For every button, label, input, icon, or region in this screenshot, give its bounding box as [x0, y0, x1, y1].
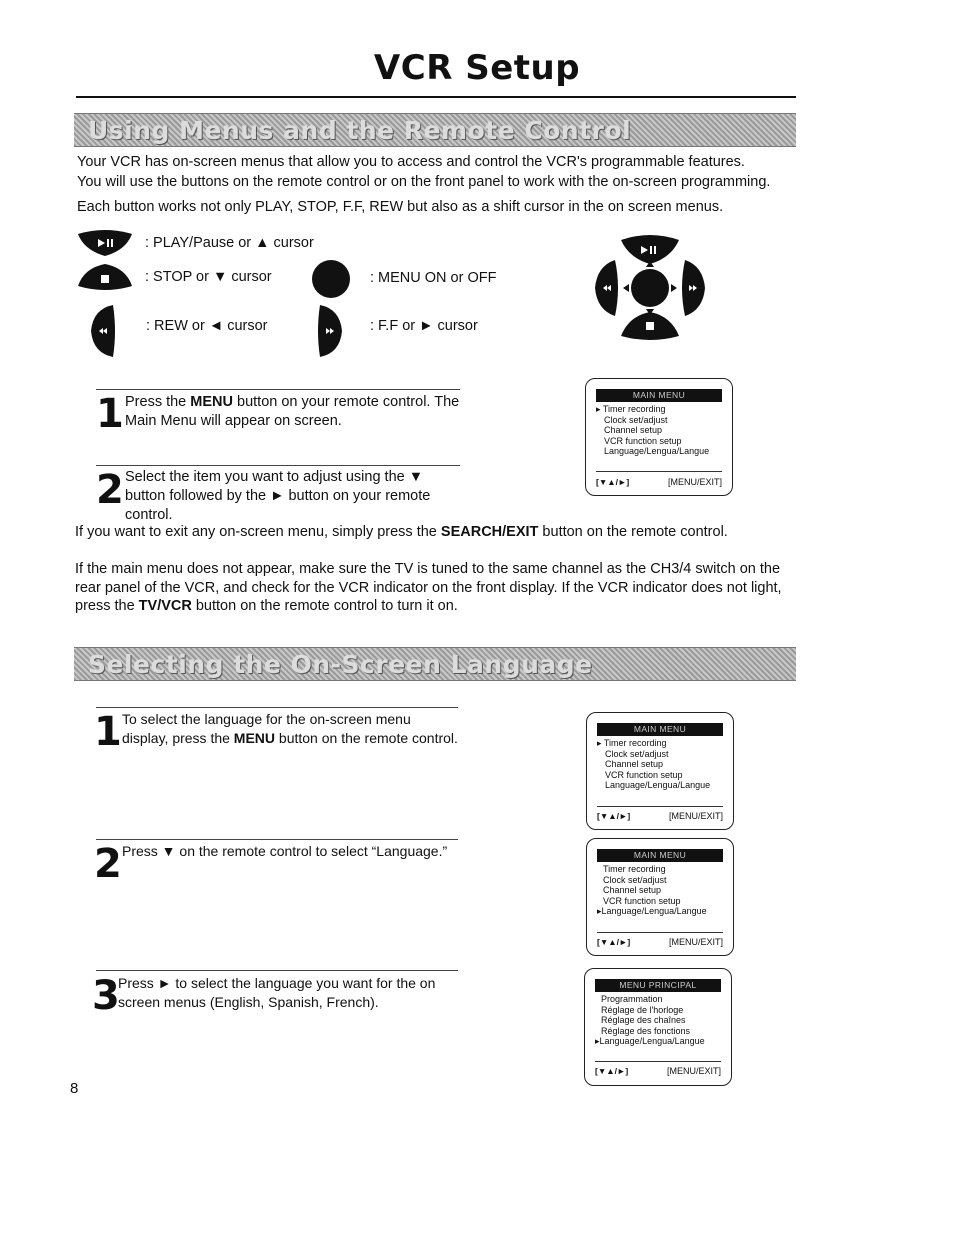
menu-item: Channel setup [605, 759, 664, 770]
menu-button-label: : MENU ON or OFF [370, 270, 497, 286]
step-text [125, 393, 465, 431]
menu-item: Clock set/adjust [604, 414, 668, 425]
menu-item: Timer recording [603, 864, 666, 874]
troubleshoot-text: press the TV/VCR button on the remote control to turn it on. [75, 598, 458, 614]
menu-item: Réglage de l'horloge [601, 1004, 684, 1015]
menu-nav-hint: [▼▲/►] [596, 477, 630, 487]
step-text: Press ▼ on the remote control to select “Language.” [122, 843, 448, 859]
troubleshoot-text: If the main menu does not appear, make sure the TV is tuned to the same channel as the CH3/4 switch on the [75, 561, 781, 577]
remote-control-cluster-icon [593, 232, 707, 344]
menu-items [595, 994, 705, 1047]
menu-items [597, 864, 707, 917]
menu-button-icon [311, 259, 351, 299]
menu-item: Channel setup [604, 425, 663, 436]
menu-item: Clock set/adjust [603, 874, 667, 885]
menu-divider [597, 806, 723, 807]
tv-vcr-keyword: TV/VCR [138, 598, 192, 614]
stop-button-label: : STOP or ▼ cursor [145, 269, 272, 285]
menu-item: ▸Language/Lengua/Langue [597, 906, 707, 917]
play-button-label: : PLAY/Pause or ▲ cursor [145, 235, 314, 251]
section-heading-band [74, 113, 796, 147]
step-divider [96, 970, 458, 971]
step-number: 3 [92, 973, 120, 1019]
exit-note: If you want to exit any on-screen menu, simply press the SEARCH/EXIT button on the remote control. [75, 524, 728, 540]
menu-item: VCR function setup [604, 435, 682, 446]
menu-items [597, 738, 710, 791]
troubleshoot-text: rear panel of the VCR, and check for the VCR indicator on the front display. If the VCR indicator does not light, [75, 580, 782, 596]
page-title: VCR Setup [373, 48, 581, 88]
menu-divider [595, 1061, 721, 1062]
menu-nav-hint: [▼▲/►] [597, 811, 631, 821]
step-divider [96, 389, 460, 390]
menu-header: MENU PRINCIPAL [595, 979, 721, 992]
menu-item: ▸Language/Lengua/Langue [595, 1036, 705, 1047]
menu-exit-hint: [MENU/EXIT] [666, 1066, 721, 1076]
step-text-part: button on your remote control. The Main Menu will appear on screen. [125, 394, 460, 429]
menu-item: Programmation [601, 994, 663, 1004]
menu-nav-hint: [▼▲/►] [595, 1066, 629, 1076]
search-exit-keyword: SEARCH/EXIT [440, 524, 539, 540]
menu-item: ▸ Timer recording [597, 738, 667, 748]
intro-text: Your VCR has on-screen menus that allow you to access and control the VCR's programmable features. [77, 154, 745, 170]
menu-header: MAIN MENU [597, 723, 723, 736]
rewind-button-icon [89, 303, 117, 359]
cursor-icon: ▸ [597, 738, 602, 748]
menu-divider [597, 932, 723, 933]
cursor-icon: ▸ [596, 404, 601, 414]
fast-forward-button-label: : F.F or ► cursor [370, 318, 478, 334]
menu-exit-hint: [MENU/EXIT] [668, 811, 723, 821]
menu-item: Réglage des fonctions [601, 1025, 691, 1036]
menu-item: Channel setup [603, 885, 662, 896]
menu-item: VCR function setup [605, 769, 683, 780]
menu-divider [596, 471, 722, 472]
menu-item: Language/Lengua/Langue [605, 780, 711, 791]
menu-item: VCR function setup [603, 895, 681, 906]
step-divider [96, 465, 460, 466]
main-menu-screen [585, 378, 733, 496]
step-text: Select the item you want to adjust using the ▼ button followed by the ► button on your remote control. [125, 469, 431, 523]
step-number: 1 [94, 709, 122, 755]
fast-forward-button-icon [316, 303, 344, 359]
menu-header: MAIN MENU [596, 389, 722, 402]
step-number: 2 [94, 841, 122, 887]
menu-item: Language/Lengua/Langue [604, 446, 710, 457]
intro-text: You will use the buttons on the remote control or on the front panel to work with the on-screen programming. [77, 174, 771, 190]
step-number: 1 [96, 391, 124, 437]
menu-header: MAIN MENU [597, 849, 723, 862]
step-number: 2 [96, 467, 124, 513]
menu-items [596, 404, 709, 457]
main-menu-screen [586, 712, 734, 830]
french-menu-screen [584, 968, 732, 1086]
menu-exit-hint: [MENU/EXIT] [667, 477, 722, 487]
play-pause-button-icon [76, 228, 134, 258]
title-rule [76, 96, 796, 98]
stop-button-icon [76, 262, 134, 292]
step-text: Press ► to select the language you want for the on screen menus (English, Spanish, French). [118, 975, 436, 1010]
menu-item: ▸ Timer recording [596, 404, 666, 414]
step-divider [96, 839, 458, 840]
cursor-icon: ▸ [595, 1036, 600, 1047]
section-heading: Using Menus and the Remote Control [88, 116, 632, 145]
menu-nav-hint: [▼▲/►] [597, 937, 631, 947]
intro-text: Each button works not only PLAY, STOP, F.F, REW but also as a shift cursor in the on screen menus. [77, 199, 724, 215]
step-text-part: Press the [125, 394, 191, 410]
menu-exit-hint: [MENU/EXIT] [668, 937, 723, 947]
section-heading-band [74, 647, 796, 681]
menu-item: Réglage des chaînes [601, 1015, 686, 1026]
rewind-button-label: : REW or ◄ cursor [146, 318, 268, 334]
section-heading: Selecting the On-Screen Language [88, 650, 593, 679]
step-text: To select the language for the on-screen menu display, press the MENU button on the remote control. [122, 711, 458, 746]
step-divider [96, 707, 458, 708]
page-number: 8 [70, 1080, 79, 1097]
cursor-icon: ▸ [597, 906, 602, 917]
menu-item: Clock set/adjust [605, 748, 669, 759]
main-menu-screen [586, 838, 734, 956]
menu-keyword: MENU [190, 394, 233, 410]
menu-keyword: MENU [233, 730, 276, 746]
